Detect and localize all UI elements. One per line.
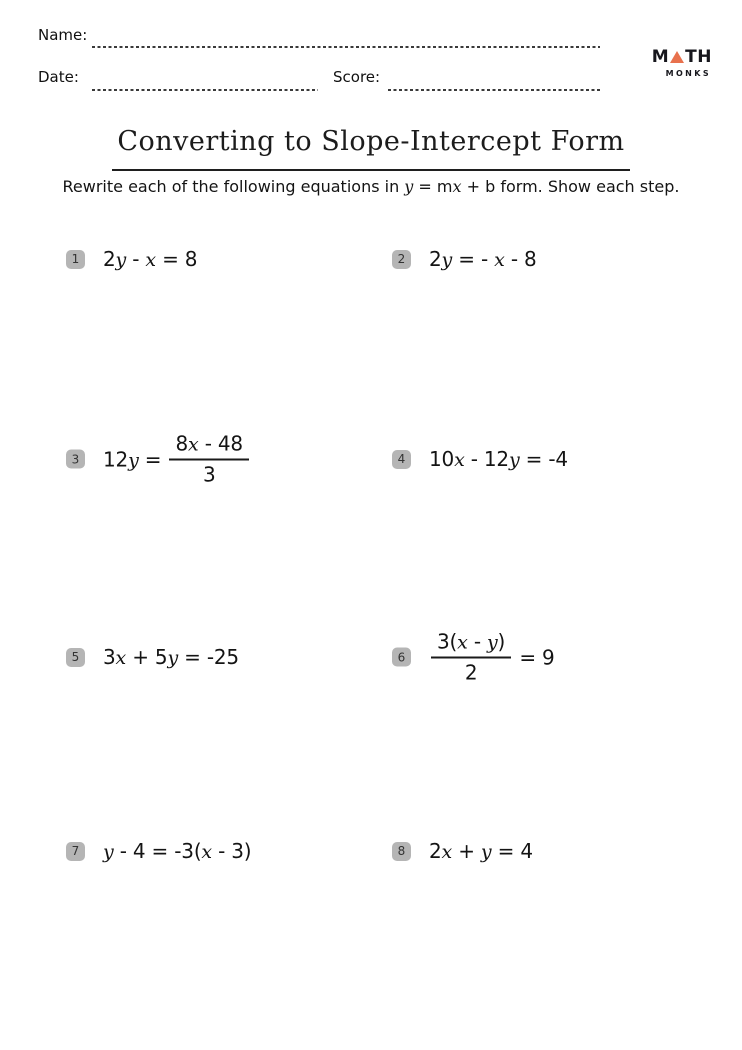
equation bbox=[429, 447, 568, 471]
problem-7 bbox=[66, 839, 251, 863]
equation-text: 2x + y = 4 bbox=[429, 839, 533, 863]
math-variable: y bbox=[441, 249, 453, 271]
problem-1 bbox=[66, 247, 197, 271]
fraction bbox=[169, 432, 248, 487]
equation bbox=[103, 839, 251, 863]
problem-8 bbox=[392, 839, 533, 863]
problem-number-badge: 5 bbox=[66, 648, 85, 667]
problem-2 bbox=[392, 247, 537, 271]
instruction-segment: Rewrite each of the following equations in bbox=[62, 177, 405, 196]
instruction-var-x: x bbox=[452, 177, 462, 196]
triangle-icon bbox=[670, 51, 684, 63]
equation-text: y - 4 = -3(x - 3) bbox=[103, 839, 252, 863]
problem-number-badge: 3 bbox=[66, 450, 85, 469]
logo-letter-m: M bbox=[651, 47, 670, 67]
math-variable: x bbox=[457, 631, 468, 654]
math-variable: y bbox=[103, 841, 114, 863]
equation-text: 2y - x = 8 bbox=[103, 247, 198, 271]
equation-text: 2y = - x - 8 bbox=[429, 247, 537, 271]
equation bbox=[429, 630, 555, 685]
equation-text: 12y = bbox=[103, 447, 168, 471]
problem-5 bbox=[66, 645, 239, 669]
problem-4 bbox=[392, 447, 568, 471]
date-label: Date: bbox=[38, 68, 79, 86]
math-variable: y bbox=[128, 449, 139, 471]
problem-3 bbox=[66, 432, 251, 487]
instruction-var-y: y bbox=[404, 177, 414, 196]
math-variable: x bbox=[441, 841, 453, 863]
score-label: Score: bbox=[333, 68, 381, 86]
problem-number-badge: 8 bbox=[392, 842, 411, 861]
problem-number-badge: 2 bbox=[392, 250, 411, 269]
logo-wordmark bbox=[646, 49, 712, 66]
problem-number-badge: 6 bbox=[392, 648, 411, 667]
equation bbox=[103, 247, 197, 271]
fraction-numerator: 3(x - y) bbox=[431, 630, 511, 659]
logo-letters-th: TH bbox=[685, 47, 712, 67]
instruction-segment: + b form. Show each step. bbox=[461, 177, 680, 196]
date-fill-in-line bbox=[92, 89, 318, 91]
math-variable: y bbox=[487, 631, 498, 654]
math-variable: y bbox=[508, 449, 520, 471]
math-variable: x bbox=[145, 249, 156, 271]
problem-number-badge: 1 bbox=[66, 250, 85, 269]
fraction-numerator: 8x - 48 bbox=[169, 432, 248, 461]
equation bbox=[103, 645, 239, 669]
problem-number-badge: 4 bbox=[392, 450, 411, 469]
math-variable: y bbox=[115, 249, 127, 271]
equation-text: = 9 bbox=[513, 645, 555, 669]
equation-text: 3x + 5y = -25 bbox=[103, 645, 239, 669]
math-variable: y bbox=[480, 841, 492, 863]
fraction bbox=[431, 630, 511, 685]
logo-subtext: MONKS bbox=[665, 69, 711, 78]
equation bbox=[429, 839, 533, 863]
equation-text: 10x - 12y = -4 bbox=[429, 447, 568, 471]
page-title: Converting to Slope-Intercept Form bbox=[112, 126, 629, 171]
score-fill-in-line bbox=[388, 89, 601, 91]
math-variable: y bbox=[167, 647, 178, 669]
equation bbox=[103, 432, 251, 487]
instruction-segment: = m bbox=[413, 177, 453, 196]
name-label: Name: bbox=[38, 26, 88, 44]
problem-number-badge: 7 bbox=[66, 842, 85, 861]
fraction-denominator: 3 bbox=[202, 462, 216, 487]
instructions-text bbox=[0, 177, 742, 196]
math-variable: x bbox=[201, 841, 212, 863]
math-variable: x bbox=[454, 449, 465, 471]
math-variable: x bbox=[115, 647, 127, 669]
math-monks-logo bbox=[646, 49, 712, 78]
math-variable: x bbox=[188, 433, 199, 456]
name-fill-in-line bbox=[92, 46, 600, 48]
fraction-denominator: 2 bbox=[464, 660, 478, 685]
math-variable: x bbox=[494, 249, 505, 271]
problem-6 bbox=[392, 630, 555, 685]
equation bbox=[429, 247, 537, 271]
